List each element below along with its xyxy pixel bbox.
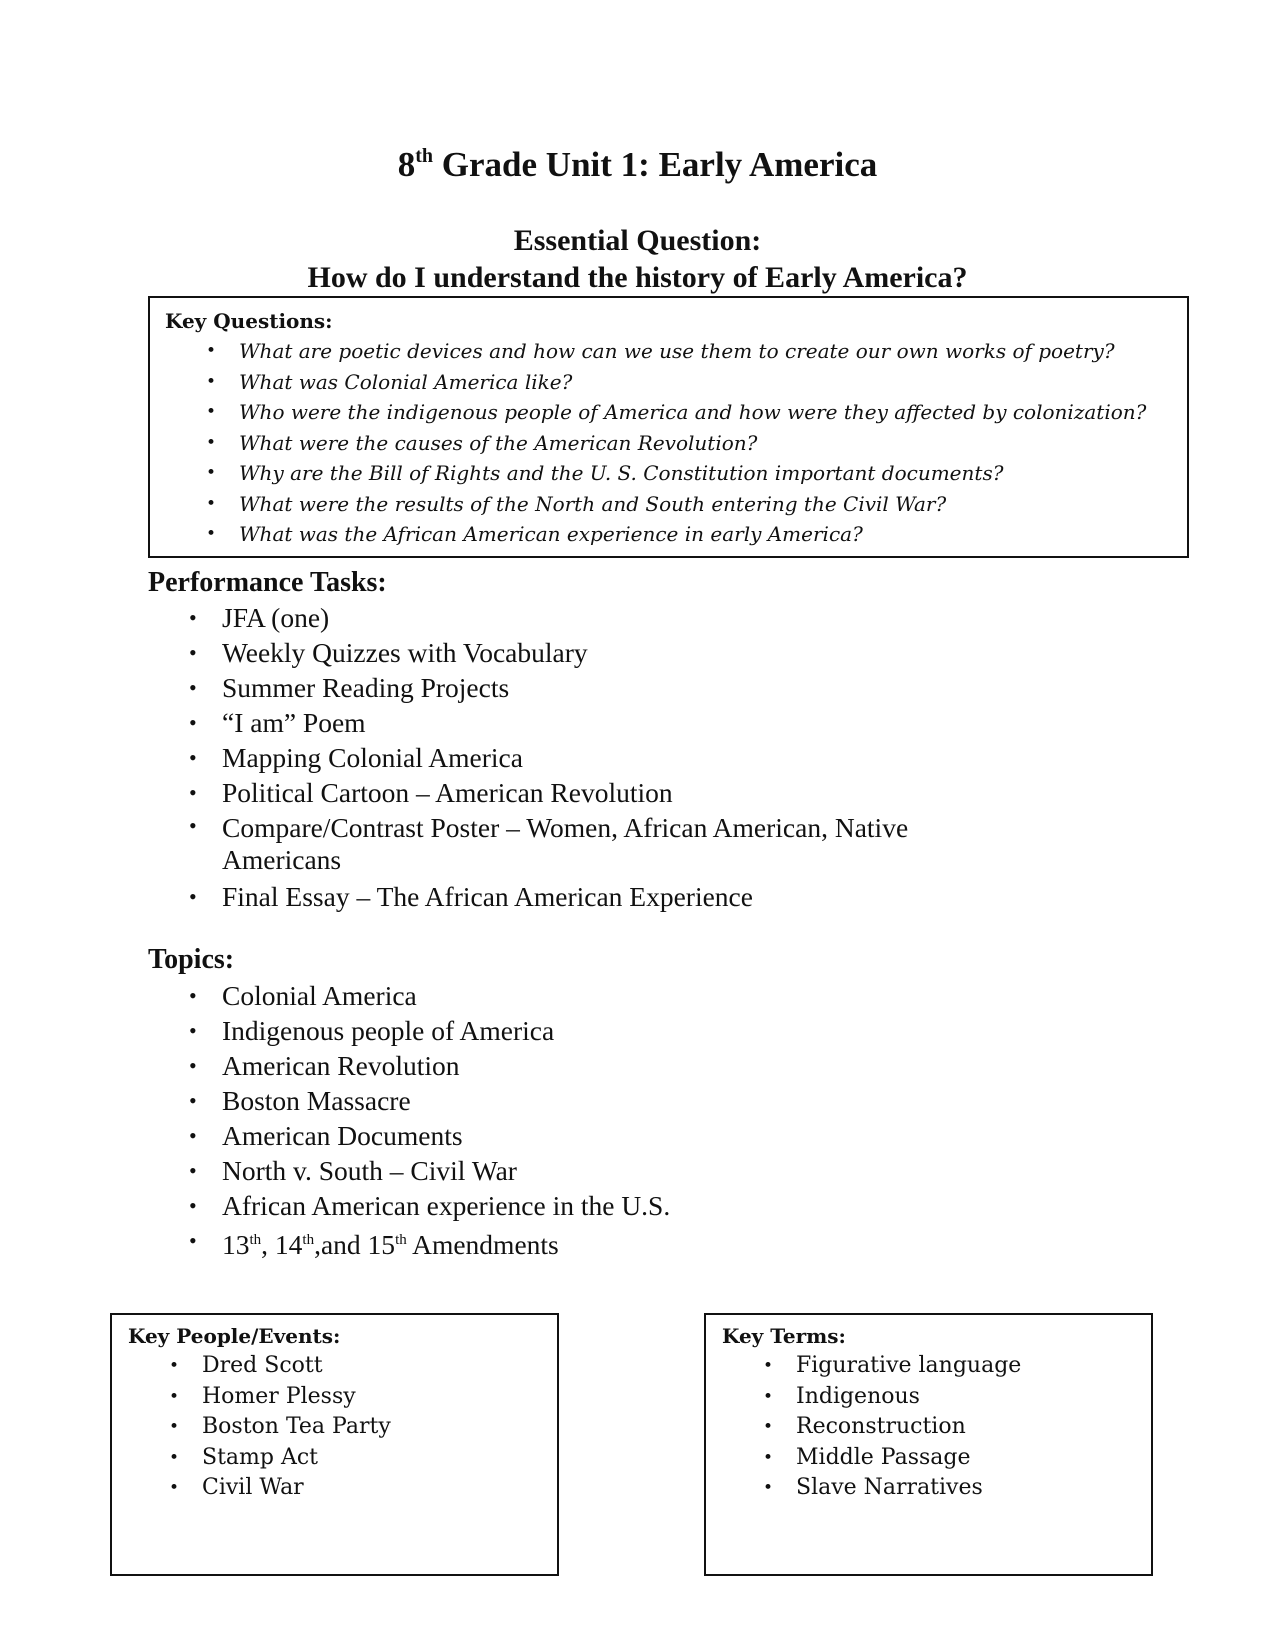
essential-question-text: How do I understand the history of Early America? <box>307 261 968 294</box>
key-terms-box <box>704 1313 1153 1576</box>
list-item-text: What was the African American experience in early America? <box>239 522 863 546</box>
list-item-text: American Revolution <box>222 1050 460 1081</box>
bullet-icon: • <box>206 402 217 422</box>
list-item-text: Civil War <box>202 1475 304 1500</box>
list-item <box>763 1412 1151 1443</box>
bullet-icon: • <box>189 884 197 909</box>
list-item <box>189 600 982 635</box>
bullet-icon: • <box>169 1417 180 1437</box>
list-item <box>206 336 1187 367</box>
key-questions-box <box>148 296 1189 558</box>
performance-tasks-heading: Performance Tasks: <box>148 567 387 598</box>
list-item-text: Stamp Act <box>202 1444 319 1470</box>
key-questions-list <box>206 336 1187 550</box>
bullet-icon: • <box>189 780 197 805</box>
bullet-icon: • <box>763 1478 774 1498</box>
key-people-list <box>169 1351 557 1504</box>
title-text: Grade Unit 1: Early America <box>433 145 878 184</box>
list-item <box>189 1153 982 1188</box>
amendment-label: Amendments <box>406 1229 559 1261</box>
page-title <box>0 144 1275 186</box>
bullet-icon: • <box>206 463 217 483</box>
list-item <box>189 670 982 705</box>
list-item-text: What was Colonial America like? <box>239 369 573 394</box>
ordinal-suffix: th <box>249 1232 262 1248</box>
bullet-icon: • <box>206 493 217 514</box>
list-item-text: Dred Scott <box>202 1353 323 1378</box>
bullet-icon: • <box>763 1356 774 1376</box>
bullet-icon: • <box>189 983 197 1008</box>
list-item-text: Indigenous <box>796 1383 920 1409</box>
bullet-icon: • <box>189 745 197 770</box>
list-item-text: Mapping Colonial America <box>222 742 523 773</box>
bullet-icon: • <box>189 1158 197 1183</box>
list-item-text: American Documents <box>222 1120 463 1151</box>
list-item <box>763 1382 1151 1413</box>
bullet-icon: • <box>169 1478 180 1498</box>
bullet-icon: • <box>763 1386 774 1407</box>
title-grade: 8 <box>397 145 416 184</box>
bullet-icon: • <box>189 1193 197 1218</box>
essential-question <box>0 222 1275 296</box>
bullet-icon: • <box>206 371 217 392</box>
bullet-icon: • <box>189 675 197 700</box>
list-item <box>189 879 982 914</box>
bullet-icon: • <box>206 432 217 453</box>
bullet-icon: • <box>189 1088 197 1113</box>
list-item <box>189 775 982 810</box>
list-item <box>189 635 982 670</box>
list-item <box>169 1473 557 1504</box>
bullet-icon: • <box>189 1018 197 1043</box>
ordinal-suffix: th <box>302 1232 315 1248</box>
list-item-text: Boston Massacre <box>222 1085 411 1116</box>
list-item <box>206 428 1187 459</box>
key-terms-list <box>763 1351 1151 1504</box>
bullet-icon: • <box>189 1228 197 1253</box>
list-item-text: Compare/Contrast Poster – Women, African American, Native Americans <box>222 812 909 875</box>
bullet-icon: • <box>169 1356 180 1376</box>
list-item <box>169 1412 557 1443</box>
bullet-icon: • <box>189 605 197 630</box>
bullet-icon: • <box>206 524 217 544</box>
list-item-text: What were the results of the North and South entering the Civil War? <box>239 491 947 516</box>
bullet-icon: • <box>763 1447 774 1468</box>
list-item-text: Boston Tea Party <box>202 1414 391 1439</box>
list-item <box>189 1013 982 1048</box>
list-item-text: Final Essay – The African American Experience <box>222 881 753 912</box>
key-people-heading: Key People/Events: <box>128 1324 341 1348</box>
list-item <box>206 397 1187 428</box>
list-item-text: What were the causes of the American Revolution? <box>239 430 758 455</box>
list-item-text: Summer Reading Projects <box>222 672 510 703</box>
list-item <box>169 1382 557 1413</box>
list-item-text: African American experience in the U.S. <box>222 1190 671 1221</box>
list-item <box>189 978 982 1013</box>
list-item <box>189 1083 982 1118</box>
bullet-icon: • <box>763 1417 774 1437</box>
list-item-text: North v. South – Civil War <box>222 1155 517 1186</box>
bullet-icon: • <box>169 1386 180 1407</box>
bullet-icon: • <box>189 1053 197 1078</box>
list-item <box>189 1118 982 1153</box>
list-item-text: Colonial America <box>222 980 417 1011</box>
amendment-number: 13 <box>222 1229 250 1261</box>
topics-list <box>189 978 982 1262</box>
list-item-text: Homer Plessy <box>202 1383 356 1409</box>
list-item-text: Reconstruction <box>796 1414 966 1439</box>
list-item <box>169 1443 557 1474</box>
list-item-text: Middle Passage <box>796 1444 971 1470</box>
list-item <box>206 458 1187 489</box>
list-item <box>189 740 982 775</box>
list-item <box>189 705 982 740</box>
amendment-number: ,and 15 <box>314 1229 396 1261</box>
list-item <box>169 1351 557 1382</box>
list-item-text: Weekly Quizzes with Vocabulary <box>222 637 588 668</box>
bullet-icon: • <box>189 1123 197 1148</box>
key-people-box <box>110 1313 559 1576</box>
list-item <box>206 367 1187 398</box>
list-item-text: JFA (one) <box>222 602 330 633</box>
list-item-text: Political Cartoon – American Revolution <box>222 777 673 808</box>
title-grade-suffix: th <box>415 145 434 167</box>
essential-question-label: Essential Question: <box>513 224 762 257</box>
list-item-amendments <box>189 1223 982 1262</box>
list-item-text: What are poetic devices and how can we use them to create our own works of poetry? <box>239 339 1115 363</box>
key-questions-heading: Key Questions: <box>165 309 333 333</box>
ordinal-suffix: th <box>395 1232 407 1248</box>
list-item-text: Indigenous people of America <box>222 1015 555 1046</box>
bullet-icon: • <box>189 813 197 838</box>
list-item <box>763 1473 1151 1504</box>
bullet-icon: • <box>189 640 197 665</box>
list-item <box>189 1048 982 1083</box>
bullet-icon: • <box>206 341 217 361</box>
list-item <box>189 1188 982 1223</box>
list-item <box>206 489 1187 520</box>
bullet-icon: • <box>169 1447 180 1468</box>
list-item <box>763 1443 1151 1474</box>
list-item-text: Figurative language <box>796 1353 1022 1378</box>
amendment-number: , 14 <box>261 1229 303 1261</box>
performance-tasks-list <box>189 600 982 914</box>
key-terms-heading: Key Terms: <box>722 1324 846 1348</box>
list-item <box>763 1351 1151 1382</box>
list-item-text: “I am” Poem <box>222 707 366 738</box>
list-item <box>206 519 1187 550</box>
bullet-icon: • <box>189 710 197 735</box>
list-item-text: Who were the indigenous people of America and how were they affected by colonization? <box>239 400 1147 424</box>
list-item <box>189 810 982 879</box>
list-item-text: Slave Narratives <box>796 1475 983 1500</box>
list-item-text: Why are the Bill of Rights and the U. S. Constitution important documents? <box>239 461 1004 485</box>
topics-heading: Topics: <box>148 944 235 975</box>
